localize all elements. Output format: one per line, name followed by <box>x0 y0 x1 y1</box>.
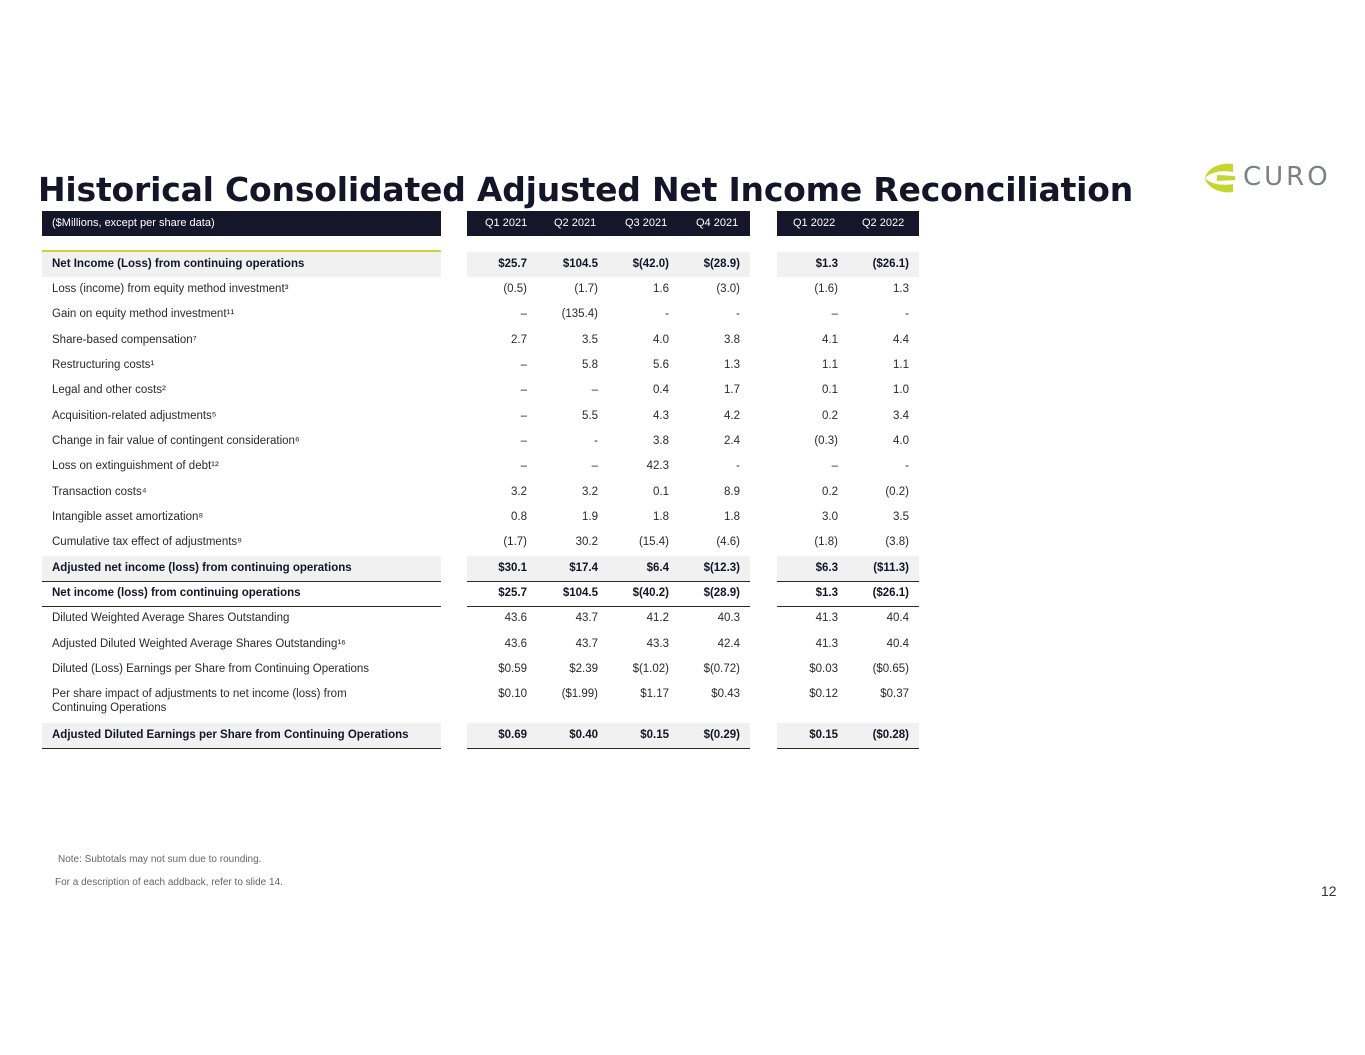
table-row <box>42 454 441 479</box>
table-row <box>42 480 441 505</box>
table-row <box>777 277 919 302</box>
value-cell: 42.4 <box>717 638 740 650</box>
value-cell: $0.10 <box>498 688 527 700</box>
table-row <box>42 328 441 353</box>
table-row <box>467 606 750 631</box>
value-cell: 4.2 <box>724 410 740 422</box>
value-cell: 43.6 <box>504 612 527 624</box>
table-row <box>467 723 750 749</box>
row-label: Diluted Weighted Average Shares Outstanding <box>52 612 290 624</box>
value-cell: 1.1 <box>893 359 909 371</box>
value-cell: 4.1 <box>822 334 838 346</box>
value-cell: – <box>520 410 527 422</box>
table-row <box>42 353 441 378</box>
table-row <box>777 328 919 353</box>
table-row <box>777 353 919 378</box>
table-row <box>467 252 750 277</box>
table-row <box>42 429 441 454</box>
row-label: Adjusted Diluted Earnings per Share from Continuing Operations <box>52 729 409 741</box>
value-cell: $(0.29) <box>703 729 740 741</box>
table-row <box>777 404 919 429</box>
value-cell: (135.4) <box>561 308 598 320</box>
table-row <box>42 723 441 749</box>
value-cell: 3.8 <box>724 334 740 346</box>
row-label: Adjusted net income (loss) from continuing operations <box>52 562 352 574</box>
unit-label: ($Millions, except per share data) <box>52 217 215 229</box>
table-row <box>467 378 750 403</box>
table-row <box>467 581 750 607</box>
page-title: Historical Consolidated Adjusted Net Income Reconciliation <box>38 170 1134 209</box>
table-row <box>777 252 919 277</box>
value-cell: (3.8) <box>885 536 909 548</box>
value-cell: 41.2 <box>646 612 669 624</box>
value-cell: $(40.2) <box>632 587 669 599</box>
table-row <box>467 530 750 555</box>
value-cell: $2.39 <box>569 663 598 675</box>
table-row <box>777 302 919 327</box>
table-row <box>777 556 919 582</box>
value-cell: $(12.3) <box>703 562 740 574</box>
table-row <box>42 505 441 530</box>
value-cell: $25.7 <box>498 258 527 270</box>
value-cell: 1.9 <box>582 511 598 523</box>
value-cell: 4.3 <box>653 410 669 422</box>
value-cell: 0.8 <box>511 511 527 523</box>
table-row <box>777 682 919 718</box>
value-cell: $(28.9) <box>703 258 740 270</box>
table-row <box>42 581 441 607</box>
value-cell: ($26.1) <box>872 258 909 270</box>
value-cell: 40.4 <box>886 612 909 624</box>
value-cell: - <box>736 308 740 320</box>
value-cell: - <box>736 460 740 472</box>
value-cell: 40.4 <box>886 638 909 650</box>
value-cell: 2.4 <box>724 435 740 447</box>
value-cell: 2.7 <box>511 334 527 346</box>
value-cell: ($1.99) <box>561 688 598 700</box>
value-cell: ($26.1) <box>872 587 909 599</box>
value-cell: 43.7 <box>575 638 598 650</box>
table-row <box>777 480 919 505</box>
row-label: Loss (income) from equity method investment³ <box>52 283 289 295</box>
value-cell: 5.8 <box>582 359 598 371</box>
value-cell: $104.5 <box>562 258 598 270</box>
row-label: Cumulative tax effect of adjustments⁹ <box>52 536 243 548</box>
table-header-2022 <box>777 211 919 236</box>
value-cell: 3.0 <box>822 511 838 523</box>
table-row <box>42 404 441 429</box>
table-header-2021 <box>467 211 750 236</box>
value-cell: 43.3 <box>646 638 669 650</box>
value-cell: $0.12 <box>809 688 838 700</box>
row-label: Share-based compensation⁷ <box>52 334 197 346</box>
table-row <box>467 556 750 582</box>
value-cell: – <box>591 460 598 472</box>
value-cell: 43.7 <box>575 612 598 624</box>
value-cell: 5.5 <box>582 410 598 422</box>
table-row <box>42 277 441 302</box>
value-cell: $0.15 <box>809 729 838 741</box>
value-cell: $0.43 <box>711 688 740 700</box>
value-cell: - <box>594 435 598 447</box>
value-cell: – <box>831 308 838 320</box>
note-addback: For a description of each addback, refer to slide 14. <box>55 877 283 888</box>
row-label: Intangible asset amortization⁸ <box>52 511 204 523</box>
value-cell: $0.59 <box>498 663 527 675</box>
value-cell: - <box>665 308 669 320</box>
value-cell: (3.0) <box>716 283 740 295</box>
value-cell: 1.8 <box>724 511 740 523</box>
value-cell: – <box>831 460 838 472</box>
table-row <box>777 632 919 657</box>
table-header-labels <box>42 211 441 236</box>
value-cell: $(28.9) <box>703 587 740 599</box>
table-row <box>467 302 750 327</box>
table-row <box>467 505 750 530</box>
value-cell: 1.3 <box>724 359 740 371</box>
table-row <box>467 682 750 718</box>
value-cell: – <box>520 359 527 371</box>
value-cell: 42.3 <box>646 460 669 472</box>
col-header: Q1 2022 <box>793 217 836 229</box>
value-cell: – <box>520 435 527 447</box>
value-cell: 0.4 <box>653 384 669 396</box>
row-label: Per share impact of adjustments to net income (loss) from <box>52 688 347 700</box>
value-cell: 4.0 <box>893 435 909 447</box>
value-cell: 4.0 <box>653 334 669 346</box>
value-cell: $104.5 <box>562 587 598 599</box>
value-cell: 1.0 <box>893 384 909 396</box>
row-label: Restructuring costs¹ <box>52 359 155 371</box>
value-cell: (4.6) <box>716 536 740 548</box>
table-row <box>42 682 441 718</box>
value-cell: 1.1 <box>822 359 838 371</box>
row-label: Acquisition-related adjustments⁵ <box>52 410 217 422</box>
table-row <box>777 530 919 555</box>
row-label: Net income (loss) from continuing operations <box>52 587 301 599</box>
logo-wordmark: CURO <box>1243 162 1331 192</box>
table-row <box>467 429 750 454</box>
value-cell: 3.5 <box>582 334 598 346</box>
note-rounding: Note: Subtotals may not sum due to rounding. <box>58 854 262 865</box>
table-row <box>42 606 441 631</box>
col-header: Q2 2021 <box>554 217 597 229</box>
row-label: Diluted (Loss) Earnings per Share from Continuing Operations <box>52 663 370 675</box>
row-label: Loss on extinguishment of debt¹² <box>52 460 219 472</box>
value-cell: 41.3 <box>815 612 838 624</box>
value-cell: 40.3 <box>717 612 740 624</box>
row-label-continued: Continuing Operations <box>52 702 167 714</box>
value-cell: $(0.72) <box>703 663 740 675</box>
value-cell: $0.03 <box>809 663 838 675</box>
row-label: Adjusted Diluted Weighted Average Shares Outstanding¹⁶ <box>52 638 346 650</box>
table-row <box>42 252 441 277</box>
table-row <box>467 353 750 378</box>
value-cell: 43.6 <box>504 638 527 650</box>
value-cell: (15.4) <box>638 536 669 548</box>
value-cell: (0.2) <box>885 486 909 498</box>
value-cell: - <box>905 460 909 472</box>
value-cell: – <box>520 460 527 472</box>
table-row <box>467 277 750 302</box>
value-cell: 5.6 <box>653 359 669 371</box>
table-row <box>42 378 441 403</box>
value-cell: $0.37 <box>880 688 909 700</box>
value-cell: $(42.0) <box>632 258 669 270</box>
row-label: Gain on equity method investment¹¹ <box>52 308 235 320</box>
value-cell: 1.7 <box>724 384 740 396</box>
value-cell: 3.2 <box>582 486 598 498</box>
value-cell: $1.3 <box>815 258 838 270</box>
table-row <box>467 657 750 682</box>
value-cell: 1.3 <box>893 283 909 295</box>
value-cell: 0.1 <box>653 486 669 498</box>
col-header: Q2 2022 <box>862 217 905 229</box>
row-label: Net Income (Loss) from continuing operations <box>52 258 305 270</box>
page-number: 12 <box>1321 883 1337 899</box>
value-cell: $6.3 <box>815 562 838 574</box>
table-row <box>42 302 441 327</box>
value-cell: 8.9 <box>724 486 740 498</box>
value-cell: $6.4 <box>646 562 669 574</box>
table-row <box>777 606 919 631</box>
row-label: Transaction costs⁴ <box>52 486 147 498</box>
value-cell: – <box>520 384 527 396</box>
table-row <box>467 480 750 505</box>
value-cell: (1.6) <box>814 283 838 295</box>
value-cell: $17.4 <box>569 562 598 574</box>
value-cell: (1.7) <box>503 536 527 548</box>
value-cell: 41.3 <box>815 638 838 650</box>
table-row <box>777 723 919 749</box>
value-cell: $30.1 <box>498 562 527 574</box>
table-row <box>42 556 441 582</box>
table-row <box>777 505 919 530</box>
value-cell: 3.2 <box>511 486 527 498</box>
value-cell: 0.2 <box>822 486 838 498</box>
table-row <box>467 328 750 353</box>
value-cell: 3.4 <box>893 410 909 422</box>
col-header: Q3 2021 <box>625 217 668 229</box>
value-cell: $1.17 <box>640 688 669 700</box>
value-cell: 1.8 <box>653 511 669 523</box>
table-row <box>467 454 750 479</box>
table-row <box>777 429 919 454</box>
value-cell: $0.40 <box>569 729 598 741</box>
table-row <box>777 454 919 479</box>
value-cell: $0.15 <box>640 729 669 741</box>
value-cell: 30.2 <box>575 536 598 548</box>
value-cell: (0.5) <box>503 283 527 295</box>
value-cell: 1.6 <box>653 283 669 295</box>
value-cell: ($0.28) <box>872 729 909 741</box>
table-row <box>42 530 441 555</box>
value-cell: – <box>591 384 598 396</box>
table-row <box>777 657 919 682</box>
value-cell: (1.8) <box>814 536 838 548</box>
table-row <box>42 632 441 657</box>
table-row <box>777 378 919 403</box>
value-cell: $1.3 <box>815 587 838 599</box>
table-row <box>467 404 750 429</box>
value-cell: - <box>905 308 909 320</box>
value-cell: ($0.65) <box>872 663 909 675</box>
col-header: Q1 2021 <box>485 217 528 229</box>
value-cell: 4.4 <box>893 334 909 346</box>
row-label: Change in fair value of contingent consideration⁶ <box>52 435 300 447</box>
value-cell: – <box>520 308 527 320</box>
value-cell: $0.69 <box>498 729 527 741</box>
value-cell: 0.2 <box>822 410 838 422</box>
value-cell: ($11.3) <box>873 562 909 574</box>
table-row <box>777 581 919 607</box>
table-row <box>42 657 441 682</box>
value-cell: $25.7 <box>498 587 527 599</box>
value-cell: 0.1 <box>822 384 838 396</box>
table-row <box>467 632 750 657</box>
row-label: Legal and other costs² <box>52 384 166 396</box>
value-cell: 3.8 <box>653 435 669 447</box>
value-cell: 3.5 <box>893 511 909 523</box>
value-cell: (0.3) <box>814 435 838 447</box>
value-cell: (1.7) <box>574 283 598 295</box>
value-cell: $(1.02) <box>632 663 669 675</box>
col-header: Q4 2021 <box>696 217 739 229</box>
